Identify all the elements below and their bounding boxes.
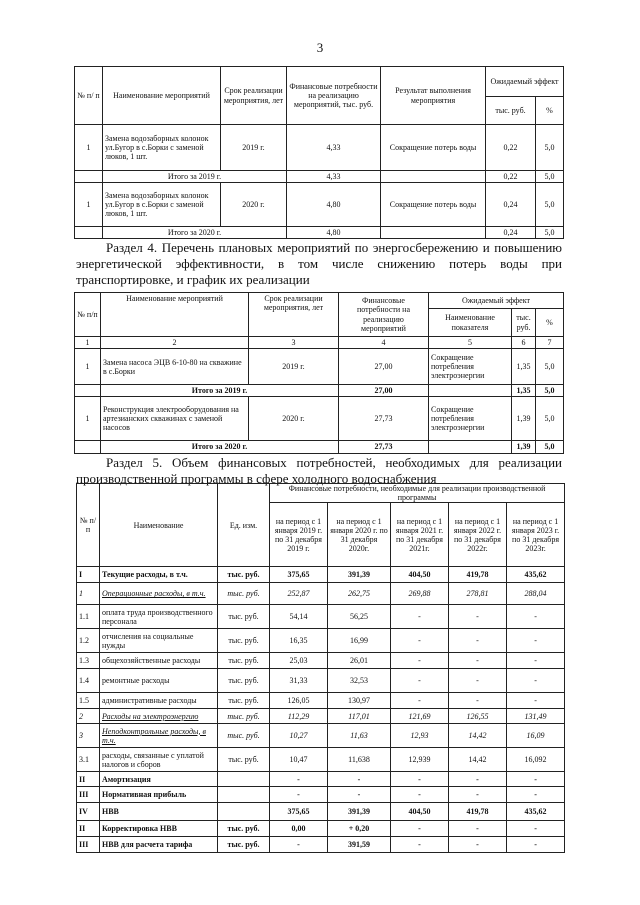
- cell-fin: 27,00: [339, 385, 429, 397]
- cell-value: 404,50: [391, 567, 449, 583]
- cell-unit: тыс. руб.: [218, 567, 270, 583]
- header-effect-pct: %: [536, 97, 564, 125]
- cell-value: 131,49: [507, 709, 565, 724]
- header-name: Наименование мероприятий: [103, 67, 221, 125]
- cell-num: 3: [77, 724, 100, 748]
- cell-value: 419,78: [449, 803, 507, 821]
- header-effect: Ожидаемый эффект: [429, 293, 564, 309]
- cell-name: административные расходы: [100, 693, 218, 709]
- cell-value: -: [507, 787, 565, 803]
- table-row: [77, 772, 565, 787]
- cell-value: -: [270, 787, 328, 803]
- cell-value: 435,62: [507, 567, 565, 583]
- cell-unit: тыс. руб.: [218, 724, 270, 748]
- cell-value: -: [507, 653, 565, 669]
- cell-pct: 5,0: [536, 441, 564, 453]
- cell-value: -: [507, 605, 565, 629]
- cell-rub: 0,22: [486, 171, 536, 183]
- cell-value: 126,55: [449, 709, 507, 724]
- cell-name: отчисления на социальные нужды: [100, 629, 218, 653]
- header-effect-rub: тыс. руб.: [486, 97, 536, 125]
- table-row: [77, 567, 565, 583]
- header-name: Наименование мероприятий: [101, 293, 249, 337]
- cell-total-label: Итого за 2019 г.: [103, 171, 287, 183]
- cell-value: -: [507, 693, 565, 709]
- cell-value: 14,42: [449, 724, 507, 748]
- table-row: [77, 821, 565, 837]
- cell-value: 16,99: [328, 629, 391, 653]
- cell-value: -: [391, 787, 449, 803]
- cell-value: 54,14: [270, 605, 328, 629]
- header-fin: Финансовые потребности, необходимые для реализации производственной программы: [270, 484, 565, 503]
- cell-value: -: [449, 629, 507, 653]
- table-row: [77, 787, 565, 803]
- cell-value: -: [270, 837, 328, 853]
- header-result: Результат выполнения мероприятия: [381, 67, 486, 125]
- cell-value: 14,42: [449, 748, 507, 772]
- cell-value: 26,01: [328, 653, 391, 669]
- header-num: № п/ п: [75, 67, 103, 125]
- cell-rub: 1,39: [512, 441, 536, 453]
- cell-rub: 1,39: [512, 397, 536, 441]
- cell-fin: 4,33: [287, 171, 381, 183]
- cell-value: 391,39: [328, 803, 391, 821]
- cell-fin: 27,73: [339, 441, 429, 453]
- cell-num: II: [77, 772, 100, 787]
- cell-value: 0,00: [270, 821, 328, 837]
- header-num: № п/п: [77, 484, 100, 567]
- cell-num: III: [77, 787, 100, 803]
- cell-value: 117,01: [328, 709, 391, 724]
- header-period-2019: на период с 1 января 2019 г. по 31 декабря 2019 г.: [270, 503, 328, 567]
- header-period-2021: на период с 1 января 2021 г. по 31 декабря 2021г.: [391, 503, 449, 567]
- cell-name: Замена водозаборных колонок ул.Бугор в с.Борки с заменой люков, 1 шт.: [103, 183, 221, 227]
- cell-value: 32,53: [328, 669, 391, 693]
- cell-unit: [218, 803, 270, 821]
- cell-value: 16,35: [270, 629, 328, 653]
- cell-name: ремонтные расходы: [100, 669, 218, 693]
- cell-unit: [218, 772, 270, 787]
- header-period-2020: на период с 1 января 2020 г. по 31 декабря 2020г.: [328, 503, 391, 567]
- cell-value: 112,29: [270, 709, 328, 724]
- cell-value: -: [391, 693, 449, 709]
- cell-unit: тыс. руб.: [218, 669, 270, 693]
- cell-rub: 0,24: [486, 183, 536, 227]
- table-row: [77, 605, 565, 629]
- cell-value: 16,092: [507, 748, 565, 772]
- cell-num: 1: [77, 583, 100, 605]
- cell-name: Амортизация: [100, 772, 218, 787]
- table-row-total: [75, 385, 564, 397]
- cell-name: НВВ: [100, 803, 218, 821]
- cell-unit: тыс. руб.: [218, 748, 270, 772]
- cell-unit: тыс. руб.: [218, 583, 270, 605]
- cell-value: 419,78: [449, 567, 507, 583]
- cell-value: -: [391, 772, 449, 787]
- cell-value: 278,81: [449, 583, 507, 605]
- cell-name: Неподконтрольные расходы, в т.ч.: [100, 724, 218, 748]
- column-numbers-row: 1 2 3 4 5 6 7: [75, 337, 564, 349]
- cell-value: 391,59: [328, 837, 391, 853]
- cell-value: 12,93: [391, 724, 449, 748]
- cell-value: 391,39: [328, 567, 391, 583]
- table-row: [77, 693, 565, 709]
- cell-num: 3.1: [77, 748, 100, 772]
- cell-num: 1: [75, 183, 103, 227]
- cell-indicator: Сокращение потребления электроэнергии: [429, 397, 512, 441]
- cell-value: 435,62: [507, 803, 565, 821]
- cell-name: Реконструкция электрооборудования на артезианских скважинах с заменой насосов: [101, 397, 249, 441]
- cell-rub: 1,35: [512, 349, 536, 385]
- cell-num: 1.5: [77, 693, 100, 709]
- cell-value: 375,65: [270, 567, 328, 583]
- cell-name: Корректировка НВВ: [100, 821, 218, 837]
- cell-term: 2020 г.: [221, 183, 287, 227]
- cell-pct: 5,0: [536, 171, 564, 183]
- cell-num: 1.1: [77, 605, 100, 629]
- cell-value: -: [449, 821, 507, 837]
- cell-value: 16,09: [507, 724, 565, 748]
- cell-unit: тыс. руб.: [218, 821, 270, 837]
- table-row: [77, 748, 565, 772]
- cell-unit: тыс. руб.: [218, 837, 270, 853]
- cell-name: Операционные расходы, в т.ч.: [100, 583, 218, 605]
- page-number: 3: [316, 40, 324, 55]
- table-row: [75, 183, 564, 227]
- table-row-total: [75, 227, 564, 239]
- cell-indicator: Сокращение потребления электроэнергии: [429, 349, 512, 385]
- cell-value: -: [391, 669, 449, 693]
- header-fin: Финансовые потребности на реализацию мероприятий, тыс. руб.: [287, 67, 381, 125]
- header-num: № п/п: [75, 293, 101, 337]
- cell-value: -: [391, 653, 449, 669]
- cell-value: 375,65: [270, 803, 328, 821]
- cell-value: -: [391, 837, 449, 853]
- cell-term: 2019 г.: [249, 349, 339, 385]
- cell-num: 1.3: [77, 653, 100, 669]
- cell-value: 31,33: [270, 669, 328, 693]
- cell-value: -: [328, 772, 391, 787]
- cell-fin: 4,80: [287, 183, 381, 227]
- cell-value: -: [391, 605, 449, 629]
- cell-pct: 5,0: [536, 183, 564, 227]
- cell-value: -: [507, 821, 565, 837]
- cell-unit: тыс. руб.: [218, 629, 270, 653]
- cell-result: Сокращение потерь воды: [381, 183, 486, 227]
- header-period-2022: на период с 1 января 2022 г. по 31 декабря 2022г.: [449, 503, 507, 567]
- cell-fin: 27,00: [339, 349, 429, 385]
- cell-result: Сокращение потерь воды: [381, 125, 486, 171]
- cell-value: 25,03: [270, 653, 328, 669]
- cell-value: -: [449, 837, 507, 853]
- cell-name: Текущие расходы, в т.ч.: [100, 567, 218, 583]
- cell-num: 1: [75, 125, 103, 171]
- cell-value: -: [449, 605, 507, 629]
- cell-value: 126,05: [270, 693, 328, 709]
- cell-value: + 0,20: [328, 821, 391, 837]
- cell-pct: 5,0: [536, 385, 564, 397]
- cell-value: -: [449, 653, 507, 669]
- table-row: [75, 397, 564, 441]
- cell-value: -: [449, 669, 507, 693]
- cell-value: -: [391, 629, 449, 653]
- cell-value: 10,27: [270, 724, 328, 748]
- header-term: Срок реализации мероприятия, лет: [221, 67, 287, 125]
- cell-name: оплата труда производственного персонала: [100, 605, 218, 629]
- cell-num: I: [77, 567, 100, 583]
- section-4-title: Раздел 4. Перечень плановых мероприятий по энергосбережению и повышению энергетической эффективности, в том числе снижению потерь воды при транспортировке, и график их реализации: [76, 240, 562, 287]
- cell-num: 2: [77, 709, 100, 724]
- cell-value: 269,88: [391, 583, 449, 605]
- cell-term: 2019 г.: [221, 125, 287, 171]
- table-row-total: [75, 171, 564, 183]
- cell-name: Замена водозаборных колонок ул.Бугор в с.Борки с заменой люков, 1 шт.: [103, 125, 221, 171]
- cell-value: -: [449, 787, 507, 803]
- table-energy-measures: [74, 292, 564, 454]
- cell-value: -: [507, 772, 565, 787]
- cell-fin: 4,80: [287, 227, 381, 239]
- cell-name: Расходы на электроэнергию: [100, 709, 218, 724]
- cell-num: 1: [75, 349, 101, 385]
- cell-pct: 5,0: [536, 125, 564, 171]
- header-unit: Ед. изм.: [218, 484, 270, 567]
- cell-value: 288,04: [507, 583, 565, 605]
- table-row: [75, 349, 564, 385]
- cell-value: -: [270, 772, 328, 787]
- table-row: [77, 837, 565, 853]
- cell-name: Замена насоса ЭЦВ 6-10-80 на скважине в с.Борки: [101, 349, 249, 385]
- cell-rub: 0,22: [486, 125, 536, 171]
- cell-fin: 4,33: [287, 125, 381, 171]
- cell-pct: 5,0: [536, 227, 564, 239]
- cell-num: 1: [75, 397, 101, 441]
- cell-value: 11,638: [328, 748, 391, 772]
- cell-num: 1.2: [77, 629, 100, 653]
- header-indicator: Наименование показателя: [429, 309, 512, 337]
- cell-pct: 5,0: [536, 397, 564, 441]
- cell-name: НВВ для расчета тарифа: [100, 837, 218, 853]
- header-period-2023: на период с 1 января 2023 г. по 31 декабря 2023г.: [507, 503, 565, 567]
- cell-value: -: [328, 787, 391, 803]
- cell-unit: тыс. руб.: [218, 693, 270, 709]
- table-row: [75, 125, 564, 171]
- cell-total-label: Итого за 2020 г.: [103, 227, 287, 239]
- cell-value: -: [449, 772, 507, 787]
- header-name: Наименование: [100, 484, 218, 567]
- table-financial-needs: [76, 483, 565, 853]
- cell-value: -: [507, 629, 565, 653]
- cell-value: 10,47: [270, 748, 328, 772]
- cell-value: 130,97: [328, 693, 391, 709]
- cell-num: 1.4: [77, 669, 100, 693]
- table-row: [77, 669, 565, 693]
- cell-fin: 27,73: [339, 397, 429, 441]
- cell-value: 404,50: [391, 803, 449, 821]
- cell-num: III: [77, 837, 100, 853]
- table-row-total: [75, 441, 564, 453]
- table-row: [77, 709, 565, 724]
- cell-rub: 1,35: [512, 385, 536, 397]
- cell-value: 11,63: [328, 724, 391, 748]
- cell-name: Нормативная прибыль: [100, 787, 218, 803]
- cell-value: -: [507, 669, 565, 693]
- cell-value: 12,939: [391, 748, 449, 772]
- cell-unit: тыс. руб.: [218, 653, 270, 669]
- table-row: [77, 803, 565, 821]
- table-row: [77, 629, 565, 653]
- cell-rub: 0,24: [486, 227, 536, 239]
- header-term: Срок реализации мероприятия, лет: [249, 293, 339, 337]
- cell-value: 252,87: [270, 583, 328, 605]
- table-water-measures: [74, 66, 564, 239]
- cell-unit: [218, 787, 270, 803]
- cell-value: -: [391, 821, 449, 837]
- section-5-title: Раздел 5. Объем финансовых потребностей, необходимых для реализации производственной программы в сфере холодного водоснабжения: [76, 455, 562, 486]
- header-fin: Финансовые потребности на реализацию мероприятий: [339, 293, 429, 337]
- cell-total-label: Итого за 2020 г.: [101, 441, 339, 453]
- cell-value: -: [507, 837, 565, 853]
- table-row: [77, 583, 565, 605]
- cell-value: -: [449, 693, 507, 709]
- cell-num: IV: [77, 803, 100, 821]
- cell-total-label: Итого за 2019 г.: [101, 385, 339, 397]
- cell-term: 2020 г.: [249, 397, 339, 441]
- table-row: [77, 653, 565, 669]
- header-pct: %: [536, 309, 564, 337]
- header-rub: тыс. руб.: [512, 309, 536, 337]
- cell-value: 56,25: [328, 605, 391, 629]
- header-effect: Ожидаемый эффект: [486, 67, 564, 97]
- cell-num: II: [77, 821, 100, 837]
- table-row: [77, 724, 565, 748]
- cell-value: 262,75: [328, 583, 391, 605]
- cell-name: общехозяйственные расходы: [100, 653, 218, 669]
- cell-pct: 5,0: [536, 349, 564, 385]
- cell-name: расходы, связанные с уплатой налогов и сборов: [100, 748, 218, 772]
- cell-unit: тыс. руб.: [218, 605, 270, 629]
- cell-unit: тыс. руб.: [218, 709, 270, 724]
- cell-value: 121,69: [391, 709, 449, 724]
